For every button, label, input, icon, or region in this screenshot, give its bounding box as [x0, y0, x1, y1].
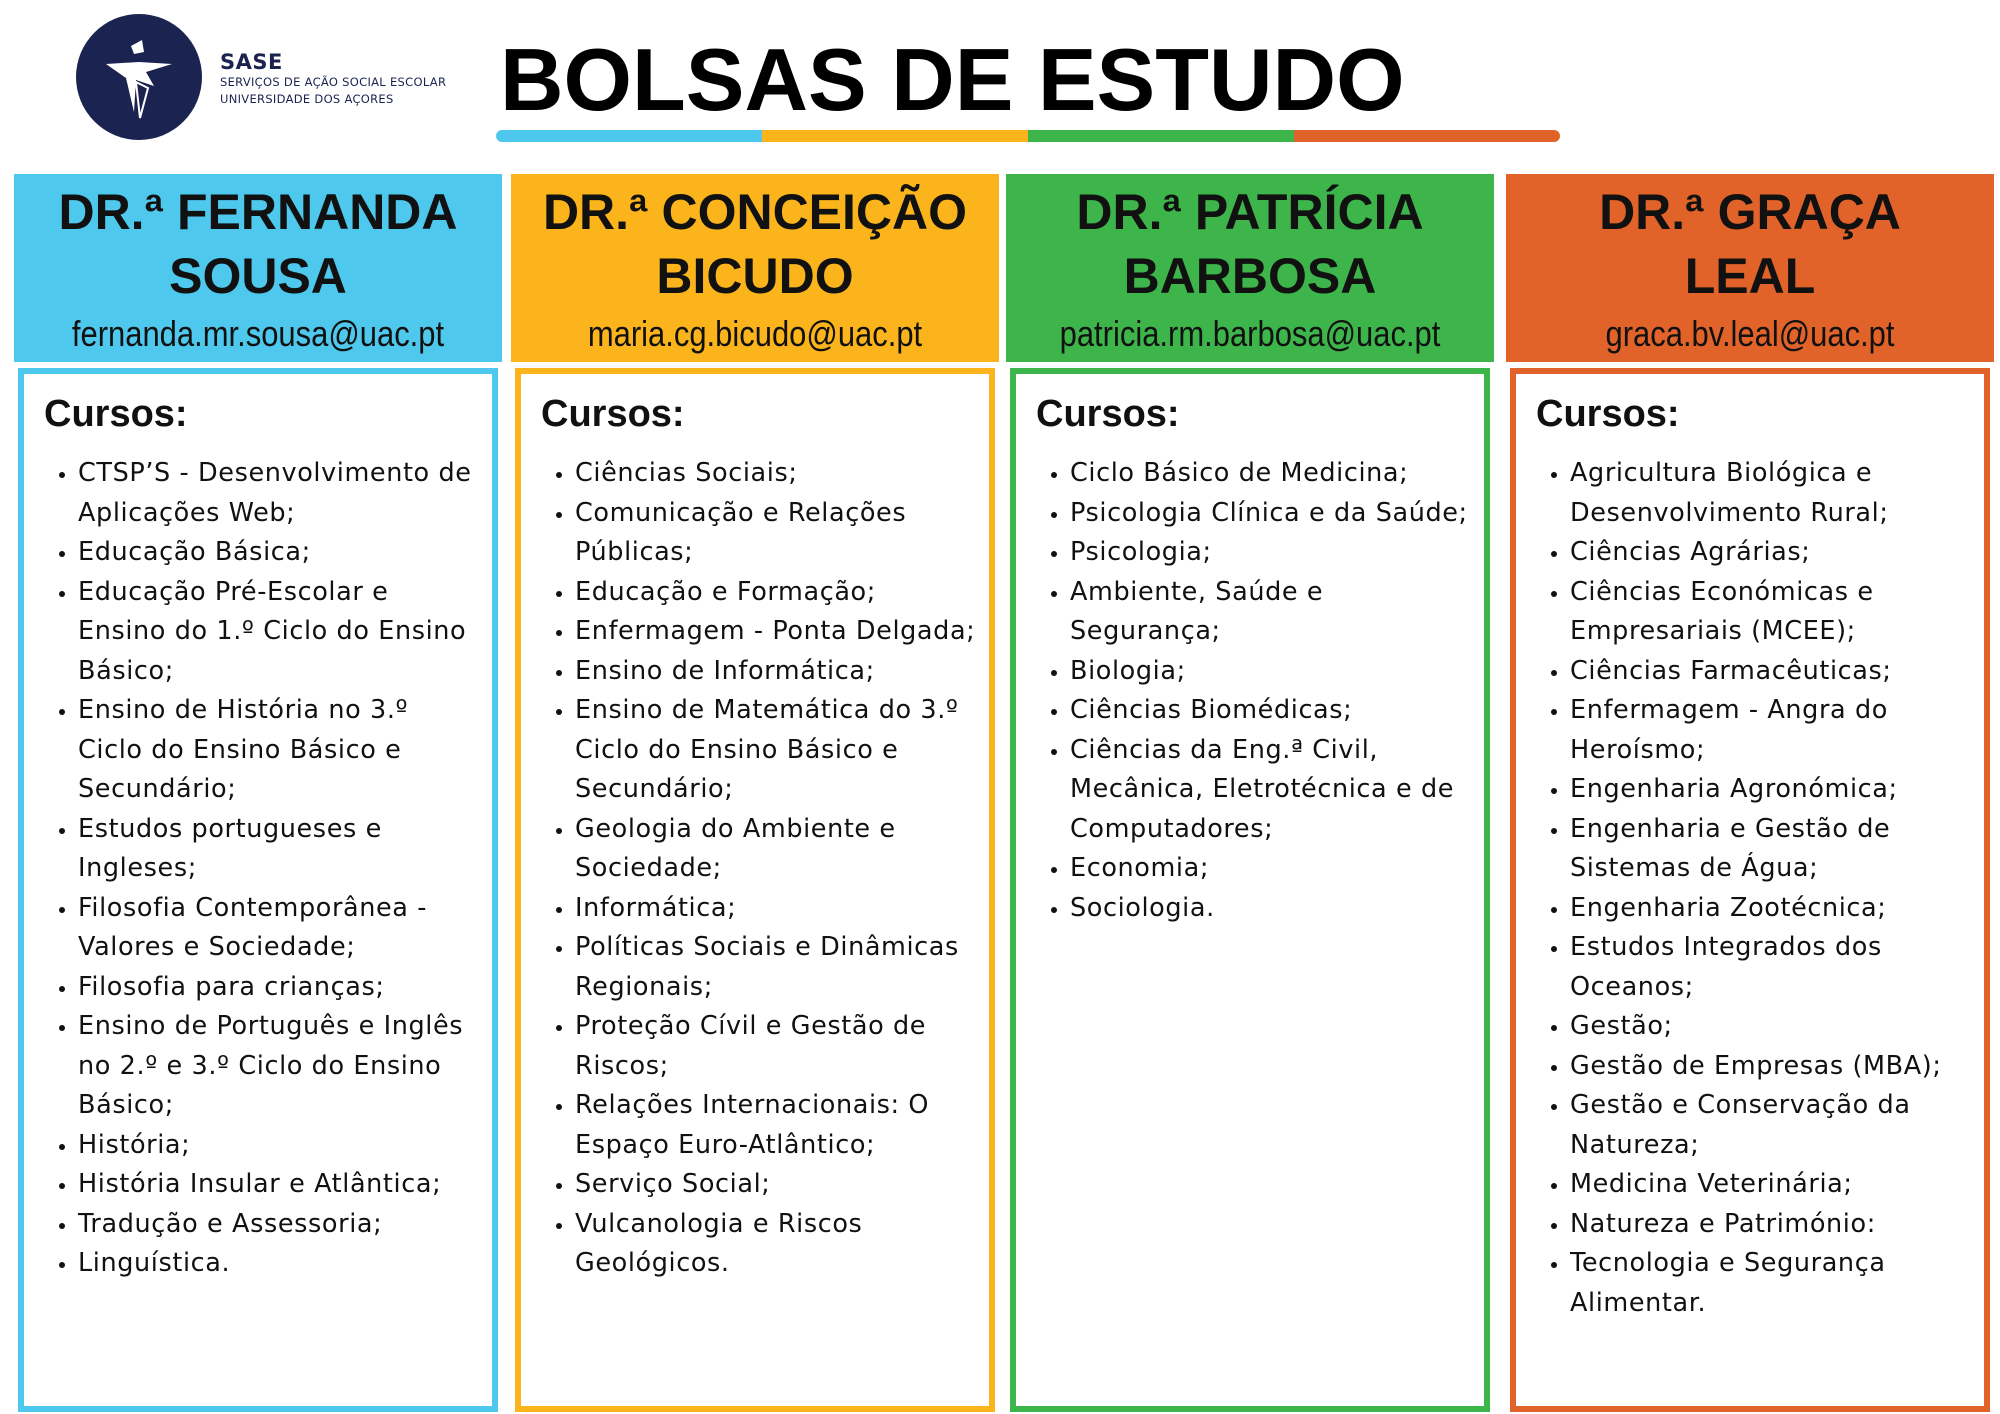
course-item: • Estudos Integrados dos Oceanos;: [1570, 928, 1972, 1007]
course-item: • Engenharia Agronómica;: [1570, 770, 1972, 810]
courses-box: [18, 368, 498, 1412]
column-header: [14, 174, 502, 362]
brand-line-1: SERVIÇOS DE AÇÃO SOCIAL ESCOLAR: [220, 75, 447, 89]
course-item: • Filosofia para crianças;: [78, 968, 480, 1008]
course-item: • Gestão e Conservação da Natureza;: [1570, 1086, 1972, 1165]
contact-name-line-2: BICUDO: [656, 248, 854, 304]
course-item: • Filosofia Contemporânea - Valores e Sociedade;: [78, 889, 480, 968]
column-header: [1506, 174, 1994, 362]
contact-name-line-1: DR.ª PATRÍCIA: [1076, 184, 1424, 240]
course-item: • Ensino de Português e Inglês no 2.º e 3.º Ciclo do Ensino Básico;: [78, 1007, 480, 1126]
course-item: • Biologia;: [1070, 652, 1472, 692]
course-item: • Gestão de Empresas (MBA);: [1570, 1047, 1972, 1087]
course-item: • Natureza e Património:: [1570, 1205, 1972, 1245]
column-fernanda-sousa: [14, 174, 502, 1278]
course-item: • Ciclo Básico de Medicina;: [1070, 454, 1472, 494]
course-item: • Educação e Formação;: [575, 573, 977, 613]
course-item: • Psicologia Clínica e da Saúde;: [1070, 494, 1472, 534]
sase-logo-icon: [76, 14, 202, 140]
course-item: • Serviço Social;: [575, 1165, 977, 1205]
brand-block: [220, 50, 446, 108]
course-item: • Tradução e Assessoria;: [78, 1205, 480, 1245]
courses-label: Cursos:: [44, 393, 188, 435]
course-item: • Ensino de Informática;: [575, 652, 977, 692]
course-item: • CTSP’S - Desenvolvimento de Aplicações Web;: [78, 454, 480, 533]
underline-orange: [1294, 130, 1560, 142]
course-item: • Ciências Económicas e Empresariais (MCEE);: [1570, 573, 1972, 652]
courses-box: [1510, 368, 1990, 1412]
course-item: • Sociologia.: [1070, 889, 1472, 929]
course-item: • História;: [78, 1126, 480, 1166]
course-item: • Estudos portugueses e Ingleses;: [78, 810, 480, 889]
course-item: • Engenharia Zootécnica;: [1570, 889, 1972, 929]
course-item: • Educação Pré-Escolar e Ensino do 1.º Ciclo do Ensino Básico;: [78, 573, 480, 692]
column-patricia-barbosa: [1006, 174, 1494, 923]
course-list: [531, 454, 977, 1284]
course-item: • Linguística.: [78, 1244, 480, 1284]
course-item: • Engenharia e Gestão de Sistemas de Água;: [1570, 810, 1972, 889]
page-title: BOLSAS DE ESTUDO: [500, 30, 1405, 129]
contact-name-line-1: DR.ª FERNANDA: [58, 184, 458, 240]
course-item: • Tecnologia e Segurança Alimentar.: [1570, 1244, 1972, 1323]
courses-box: [1010, 368, 1490, 1412]
contact-email: maria.cg.bicudo@uac.pt: [587, 313, 923, 354]
contact-name-line-1: DR.ª CONCEIÇÃO: [542, 184, 968, 240]
course-item: • Gestão;: [1570, 1007, 1972, 1047]
course-item: • Enfermagem - Ponta Delgada;: [575, 612, 977, 652]
contact-name-line-2: LEAL: [1684, 248, 1816, 304]
course-item: • Relações Internacionais: O Espaço Euro-Atlântico;: [575, 1086, 977, 1165]
course-item: • Ciências Farmacêuticas;: [1570, 652, 1972, 692]
contact-email: graca.bv.leal@uac.pt: [1605, 313, 1895, 354]
course-item: • Comunicação e Relações Públicas;: [575, 494, 977, 573]
column-header: [511, 174, 999, 362]
contact-email: fernanda.mr.sousa@uac.pt: [71, 313, 445, 354]
course-item: • Enfermagem - Angra do Heroísmo;: [1570, 691, 1972, 770]
course-item: • Vulcanologia e Riscos Geológicos.: [575, 1205, 977, 1284]
column-conceicao-bicudo: [511, 174, 999, 1278]
courses-label: Cursos:: [1036, 393, 1180, 435]
course-item: • Geologia do Ambiente e Sociedade;: [575, 810, 977, 889]
course-item: • Agricultura Biológica e Desenvolvimento Rural;: [1570, 454, 1972, 533]
course-item: • Medicina Veterinária;: [1570, 1165, 1972, 1205]
underline-blue: [496, 130, 762, 142]
brand-name: SASE: [220, 50, 283, 74]
contact-name-line-2: BARBOSA: [1123, 248, 1377, 304]
course-item: • Psicologia;: [1070, 533, 1472, 573]
course-list: [1026, 454, 1472, 928]
course-item: • Ciências Sociais;: [575, 454, 977, 494]
underline-green: [1028, 130, 1294, 142]
course-item: • Proteção Cívil e Gestão de Riscos;: [575, 1007, 977, 1086]
courses-label: Cursos:: [1536, 393, 1680, 435]
underline-yellow: [762, 130, 1028, 142]
course-item: • Políticas Sociais e Dinâmicas Regionais;: [575, 928, 977, 1007]
course-item: • Economia;: [1070, 849, 1472, 889]
course-item: • Ensino de Matemática do 3.º Ciclo do Ensino Básico e Secundário;: [575, 691, 977, 810]
contact-email: patricia.rm.barbosa@uac.pt: [1059, 313, 1441, 354]
brand-line-2: UNIVERSIDADE DOS AÇORES: [220, 92, 394, 106]
course-item: • Ciências da Eng.ª Civil, Mecânica, Eletrotécnica e de Computadores;: [1070, 731, 1472, 850]
course-item: • Ciências Biomédicas;: [1070, 691, 1472, 731]
course-item: • Educação Básica;: [78, 533, 480, 573]
course-item: • Ensino de História no 3.º Ciclo do Ensino Básico e Secundário;: [78, 691, 480, 810]
course-item: • Ciências Agrárias;: [1570, 533, 1972, 573]
course-list: [1526, 454, 1972, 1323]
courses-label: Cursos:: [541, 393, 685, 435]
contact-name-line-2: SOUSA: [169, 248, 347, 304]
title-underline: [496, 130, 1560, 142]
course-item: • Ambiente, Saúde e Segurança;: [1070, 573, 1472, 652]
course-list: [34, 454, 480, 1284]
course-item: • História Insular e Atlântica;: [78, 1165, 480, 1205]
contact-name-line-1: DR.ª GRAÇA: [1599, 184, 1901, 240]
course-item: • Informática;: [575, 889, 977, 929]
column-header: [1006, 174, 1494, 362]
column-graca-leal: [1506, 174, 1994, 1318]
courses-box: [515, 368, 995, 1412]
